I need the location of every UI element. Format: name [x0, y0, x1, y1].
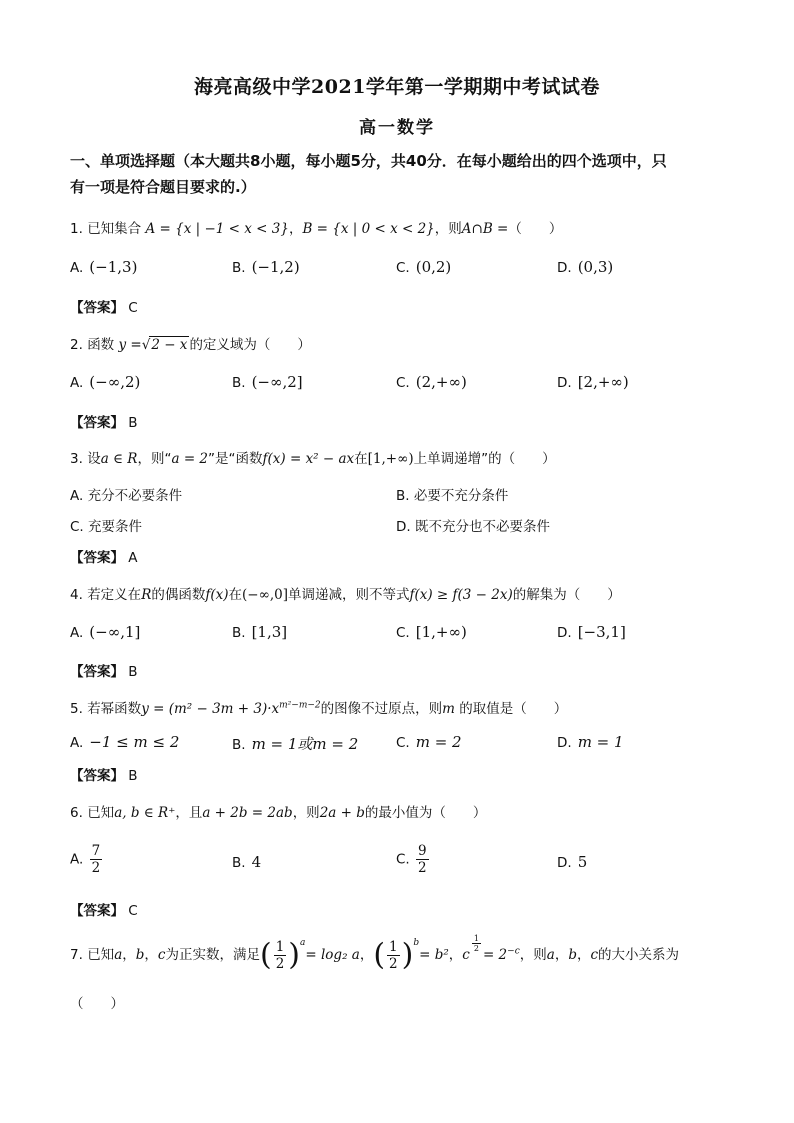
option-value: −1 ≤ m ≤ 2 [89, 733, 180, 751]
option-value: (0,3) [577, 258, 614, 276]
math-expression: = b² [419, 947, 449, 963]
question-2-answer [70, 411, 138, 431]
answer-value: B [128, 664, 138, 680]
question-text: 单调递减，则不等式 [288, 587, 410, 603]
option-value: (−∞,2) [89, 373, 141, 391]
option-label: D. [557, 735, 572, 751]
question-text: 的最小值为（ ） [364, 805, 487, 821]
option-value: 4 [251, 853, 262, 871]
question-1-option-b [232, 258, 300, 276]
question-1-option-c [396, 258, 451, 276]
math-expression: A∩B = [461, 221, 509, 237]
option-label: C. [396, 260, 410, 276]
math-expression: = 2 [482, 947, 508, 963]
fraction-denominator: 2 [473, 944, 479, 953]
question-4-option-b [232, 623, 287, 641]
question-text: ，且 [175, 805, 203, 821]
option-label: B. [232, 855, 246, 871]
sqrt-sign: √ [141, 337, 151, 353]
question-text: 已知 [87, 805, 115, 821]
math-variable: a [546, 947, 555, 963]
answer-tag: 【答案】 [70, 903, 124, 919]
option-label: B. [232, 737, 246, 753]
math-inequality: f(x) ≥ f(3 − 2x) [409, 587, 513, 603]
question-3-option-d [396, 515, 550, 535]
question-text: 设 [87, 451, 101, 467]
fraction-numerator: 7 [91, 843, 101, 859]
fraction [416, 843, 429, 876]
math-expression: = log₂ a [305, 947, 360, 963]
math-expression: R [141, 587, 152, 603]
question-6-stem [70, 801, 486, 821]
question-text: 函数 [87, 337, 115, 353]
question-text: ，则“ [137, 451, 172, 467]
question-5-option-d [557, 733, 624, 751]
option-value: 5 [577, 853, 588, 871]
option-label: A. [70, 260, 84, 276]
math-exponent: b [413, 938, 420, 948]
answer-value: A [128, 550, 138, 566]
fraction-numerator: 9 [418, 843, 427, 859]
option-value: [1,3] [251, 623, 288, 641]
question-3-answer [70, 546, 138, 566]
question-6-answer [70, 899, 138, 919]
question-text: 在 [228, 587, 243, 603]
question-text: 已知 [87, 947, 115, 963]
option-label: A. [70, 625, 84, 641]
math-expression: f(x) = x² − ax [262, 451, 355, 467]
math-exponent: m²−m−2 [279, 700, 321, 711]
option-value: [2,+∞) [577, 373, 629, 391]
option-value: m = 1 [577, 733, 624, 751]
option-label: C. [396, 375, 410, 391]
question-text: ，则 [292, 805, 320, 821]
question-number: 7. [70, 947, 83, 963]
question-6-option-b [232, 853, 261, 871]
fraction-denominator: 2 [91, 860, 101, 876]
question-2-option-d [557, 373, 629, 391]
fraction-numerator: 1 [275, 938, 285, 955]
question-1-answer [70, 296, 138, 316]
question-text: ， [288, 221, 303, 237]
question-text: 的大小关系为 [598, 947, 680, 963]
math-set-a: A = {x | −1 < x < 3} [145, 221, 289, 237]
question-number: 1. [70, 221, 83, 237]
right-paren: ) [401, 937, 414, 973]
exam-subtitle: 高一数学 [359, 118, 435, 138]
math-variable: c [590, 947, 599, 963]
math-power-function: y = (m² − 3m + 3)·x [141, 701, 280, 717]
math-variable: c [157, 947, 166, 963]
math-exponent: −c [507, 946, 520, 957]
option-value: 既不充分也不必要条件 [414, 519, 550, 535]
option-value: m = 2 [415, 733, 462, 751]
question-number: 6. [70, 805, 83, 821]
question-3-option-c [70, 515, 142, 535]
option-label: C. [396, 735, 410, 751]
question-4-stem [70, 583, 621, 603]
right-paren: ) [288, 937, 300, 973]
option-value: 充分不必要条件 [87, 488, 183, 504]
option-label: C. [396, 851, 410, 868]
math-expression: f(x) [205, 587, 229, 603]
question-number: 3. [70, 451, 83, 467]
section-heading-line2: 有一项是符合题目要求的.） [70, 178, 256, 196]
answer-paren: （ ） [508, 221, 563, 237]
question-4-answer [70, 660, 138, 680]
option-value: 充要条件 [88, 519, 143, 535]
question-text: 的定义域为（ ） [189, 337, 311, 353]
question-text: 的图像不过原点，则 [320, 701, 443, 717]
option-value: (0,2) [415, 258, 452, 276]
math-exponent: a [300, 938, 306, 948]
question-2-option-a [70, 373, 140, 391]
answer-tag: 【答案】 [70, 550, 124, 566]
question-number: 4. [70, 587, 83, 603]
question-text: ， [359, 947, 374, 963]
option-label: A. [70, 851, 84, 868]
math-variable: b [135, 947, 145, 963]
option-label: A. [70, 735, 84, 751]
section-heading-line1: 一、单项选择题（本大题共8小题，每小题5分，共40分．在每小题给出的四个选项中，只 [70, 152, 667, 170]
math-interval: (−∞,0] [242, 587, 288, 603]
question-2-option-c [396, 373, 467, 391]
question-2-stem [70, 333, 311, 353]
question-1-option-d [557, 258, 613, 276]
math-expression: 2a + b [319, 805, 365, 821]
sqrt-radicand: 2 − x [151, 337, 188, 353]
fraction-numerator: 1 [473, 934, 479, 943]
option-label: D. [557, 260, 572, 276]
question-4-option-a [70, 623, 140, 641]
question-text: 为正实数，满足 [165, 947, 260, 963]
question-5-option-a [70, 733, 179, 751]
fraction-denominator: 2 [389, 955, 398, 972]
math-variable: c [462, 947, 470, 963]
math-expression: a ∈ R [100, 451, 138, 467]
question-5-option-b [232, 733, 358, 754]
math-set-b: B = {x | 0 < x < 2} [302, 221, 435, 237]
math-expression: a = 2 [171, 451, 209, 467]
option-value: (−∞,1] [89, 623, 141, 641]
answer-value: B [128, 415, 138, 431]
question-text: ， [144, 947, 158, 963]
fraction-exponent [472, 934, 481, 953]
math-function-lhs: y = [118, 337, 142, 353]
question-text: 已知集合 [87, 221, 142, 237]
answer-value: C [128, 903, 138, 919]
math-variable: b [568, 947, 577, 963]
fraction-numerator: 1 [389, 938, 398, 955]
option-value: (−∞,2] [251, 373, 303, 391]
math-expression: a, b ∈ R⁺ [114, 805, 176, 821]
option-value: (−1,2) [251, 258, 300, 276]
option-label: B. [396, 488, 410, 504]
question-1-option-a [70, 258, 137, 276]
question-text: 的偶函数 [151, 587, 206, 603]
question-1-stem [70, 217, 562, 237]
answer-tag: 【答案】 [70, 664, 124, 680]
question-6-option-d [557, 853, 587, 871]
question-text: 若幂函数 [87, 701, 142, 717]
option-label: B. [232, 625, 246, 641]
fraction [387, 939, 400, 972]
question-5-option-c [396, 733, 462, 751]
fraction [274, 939, 287, 972]
question-text: 的取值是（ ） [459, 701, 568, 717]
fraction-denominator: 2 [275, 955, 285, 972]
question-7-paren: （ ） [70, 996, 124, 1012]
left-paren: ( [259, 937, 272, 973]
question-6-option-a [70, 843, 104, 876]
question-text: 上单调递增”的（ ） [413, 451, 556, 467]
option-label: D. [396, 519, 411, 535]
option-value: (2,+∞) [415, 373, 467, 391]
option-label: B. [232, 260, 246, 276]
question-number: 2. [70, 337, 83, 353]
question-text: ， [554, 947, 569, 963]
answer-tag: 【答案】 [70, 768, 124, 784]
question-7-stem [70, 934, 679, 973]
question-5-stem [70, 697, 567, 717]
option-label: A. [70, 375, 84, 391]
math-variable: a [114, 947, 123, 963]
question-2-option-b [232, 373, 303, 391]
exam-title: 海亮高级中学2021学年第一学期期中考试试卷 [194, 76, 600, 98]
option-value: (−1,3) [89, 258, 138, 276]
math-variable: m [442, 701, 455, 717]
option-value: [−3,1] [577, 623, 626, 641]
option-value: m = 1或m = 2 [251, 735, 359, 753]
option-label: D. [557, 375, 572, 391]
question-text: ， [576, 947, 591, 963]
option-label: A. [70, 488, 84, 504]
answer-tag: 【答案】 [70, 415, 124, 431]
question-text: ，则 [519, 947, 547, 963]
math-expression: a + 2b = 2ab [202, 805, 293, 821]
fraction-denominator: 2 [418, 860, 427, 876]
question-text: 的解集为（ ） [512, 587, 621, 603]
question-text: ， [122, 947, 136, 963]
question-text: ，则 [434, 221, 462, 237]
question-4-option-c [396, 623, 467, 641]
option-value: 必要不充分条件 [413, 488, 509, 504]
answer-value: C [128, 300, 138, 316]
option-label: D. [557, 625, 572, 641]
question-4-option-d [557, 623, 626, 641]
answer-value: B [128, 768, 138, 784]
option-label: D. [557, 855, 572, 871]
option-value: [1,+∞) [415, 623, 467, 641]
option-label: C. [70, 519, 84, 535]
question-number: 5. [70, 701, 83, 717]
option-label: C. [396, 625, 410, 641]
answer-tag: 【答案】 [70, 300, 124, 316]
left-paren: ( [373, 937, 386, 973]
question-text: 在 [354, 451, 368, 467]
question-text: ， [448, 947, 463, 963]
question-3-stem [70, 447, 556, 467]
math-interval: [1,+∞) [367, 451, 414, 467]
section-heading [70, 148, 740, 200]
question-5-answer [70, 764, 138, 784]
option-label: B. [232, 375, 246, 391]
question-6-option-c [396, 843, 431, 876]
question-text: 若定义在 [87, 587, 142, 603]
question-3-option-b [396, 484, 508, 504]
question-text: ”是“函数 [208, 451, 263, 467]
question-3-option-a [70, 484, 182, 504]
fraction [90, 843, 103, 876]
